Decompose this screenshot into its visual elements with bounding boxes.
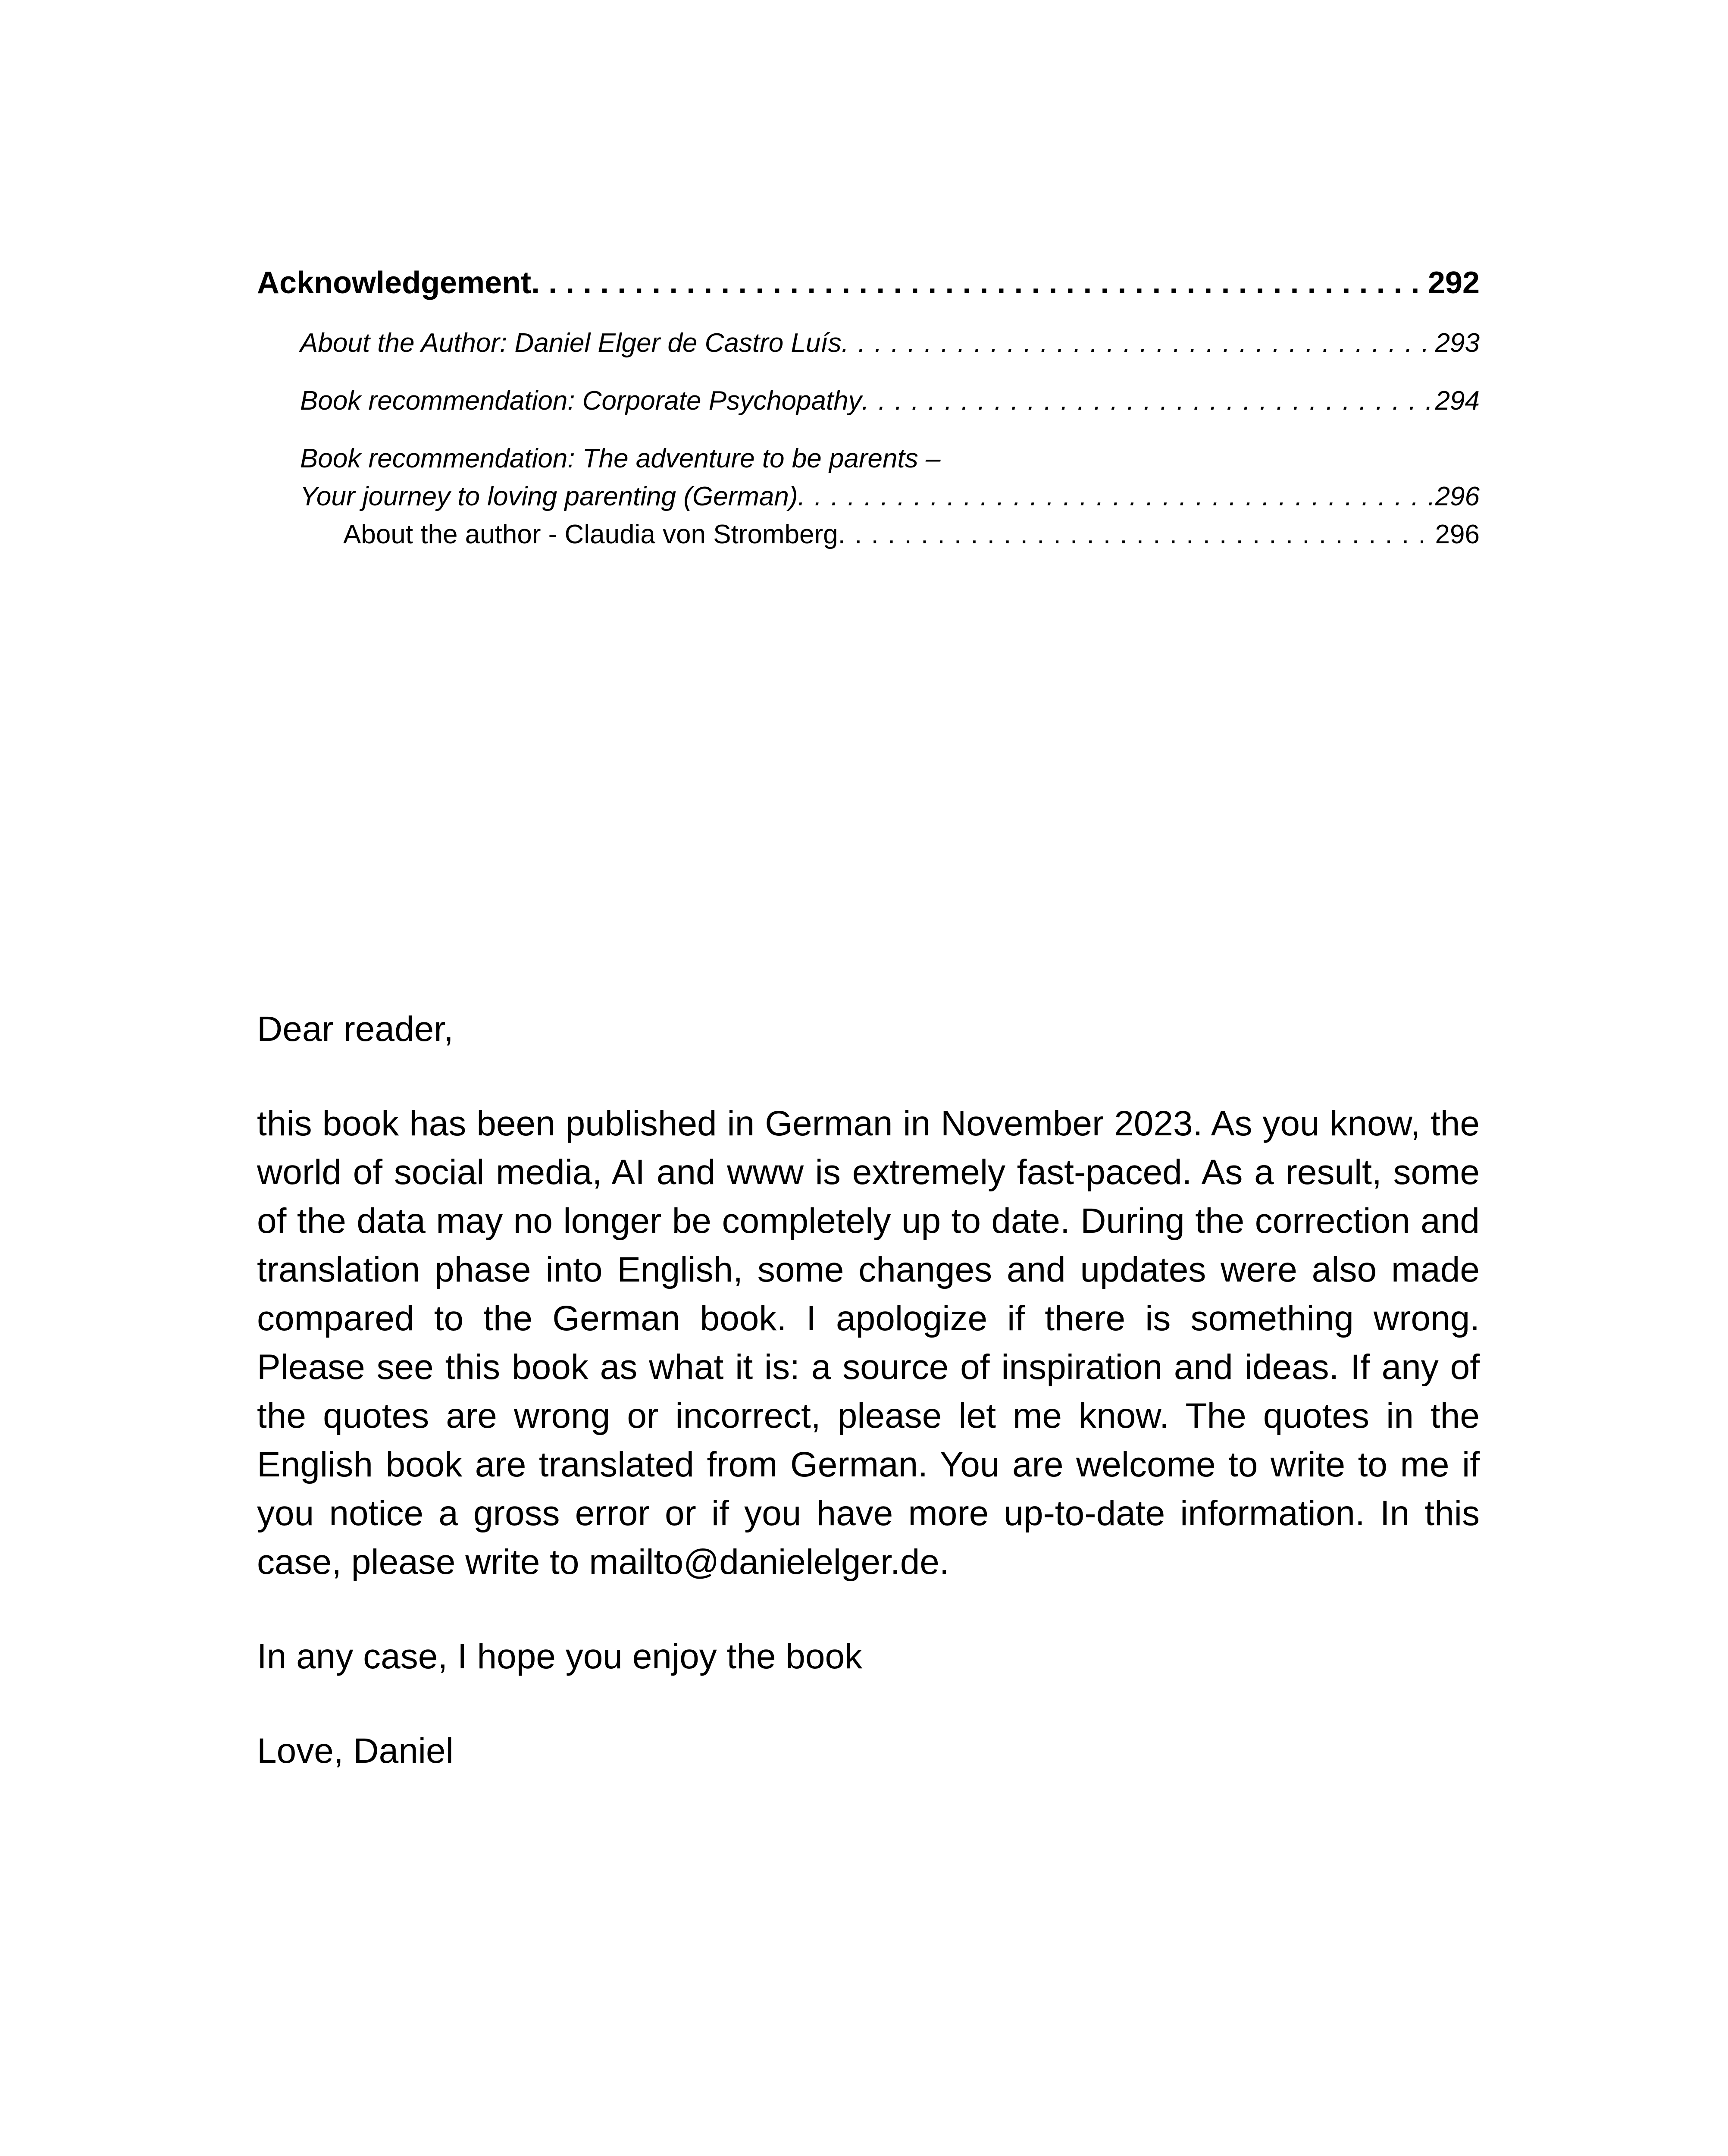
toc-dot-leader bbox=[862, 382, 1432, 420]
table-of-contents bbox=[257, 261, 1480, 554]
toc-page-number: 296 bbox=[1435, 520, 1480, 549]
toc-page-number: 294 bbox=[1435, 386, 1480, 416]
toc-page-number: 296 bbox=[1435, 482, 1480, 511]
toc-entry-acknowledgement[interactable] bbox=[257, 261, 1480, 304]
toc-entry-adventure-parents[interactable] bbox=[257, 440, 1480, 516]
letter-signature: Love, Daniel bbox=[257, 1731, 454, 1771]
toc-dot-leader bbox=[838, 516, 1432, 554]
toc-entry-title-line1: Book recommendation: The adventure to be parents – bbox=[300, 444, 941, 473]
toc-page-number: 293 bbox=[1435, 328, 1480, 358]
toc-entry-title: Book recommendation: Corporate Psychopathy bbox=[300, 386, 862, 416]
toc-entry-claudia-von-stromberg[interactable] bbox=[257, 516, 1480, 554]
letter-salutation: Dear reader, bbox=[257, 1009, 454, 1049]
toc-page-number: 292 bbox=[1427, 266, 1480, 300]
toc-entry-about-author[interactable] bbox=[257, 324, 1480, 362]
toc-dot-leader bbox=[842, 324, 1432, 362]
letter-to-reader bbox=[257, 1005, 1480, 1775]
toc-dot-leader bbox=[531, 261, 1424, 304]
toc-entry-corporate-psychopathy[interactable] bbox=[257, 382, 1480, 420]
toc-entry-title-line2: Your journey to loving parenting (German) bbox=[300, 482, 798, 511]
toc-dot-leader bbox=[798, 478, 1432, 516]
toc-entry-title: Acknowledgement bbox=[257, 266, 532, 300]
toc-entry-title: About the Author: Daniel Elger de Castro Luís bbox=[300, 328, 842, 358]
toc-entry-title: About the author - Claudia von Stromberg bbox=[343, 520, 838, 549]
letter-closing: In any case, I hope you enjoy the book bbox=[257, 1637, 863, 1676]
letter-body: this book has been published in German in November 2023. As you know, the world of social media, AI and www is extremely fast-paced. As a result, some of the data may no longer be completely up to date. During the correction and translation phase into English, some changes and updates were also made compared to the German book. I apologize if there is something wrong. Please see this book as what it is: a source of inspiration and ideas. If any of the quotes are wrong or incorrect, please let me know. The quotes in the English book are translated from German. You are welcome to write to me if you notice a gross error or if you have more up-to-date information. In this case, please write to mailto@danielelger.de. bbox=[257, 1104, 1480, 1582]
